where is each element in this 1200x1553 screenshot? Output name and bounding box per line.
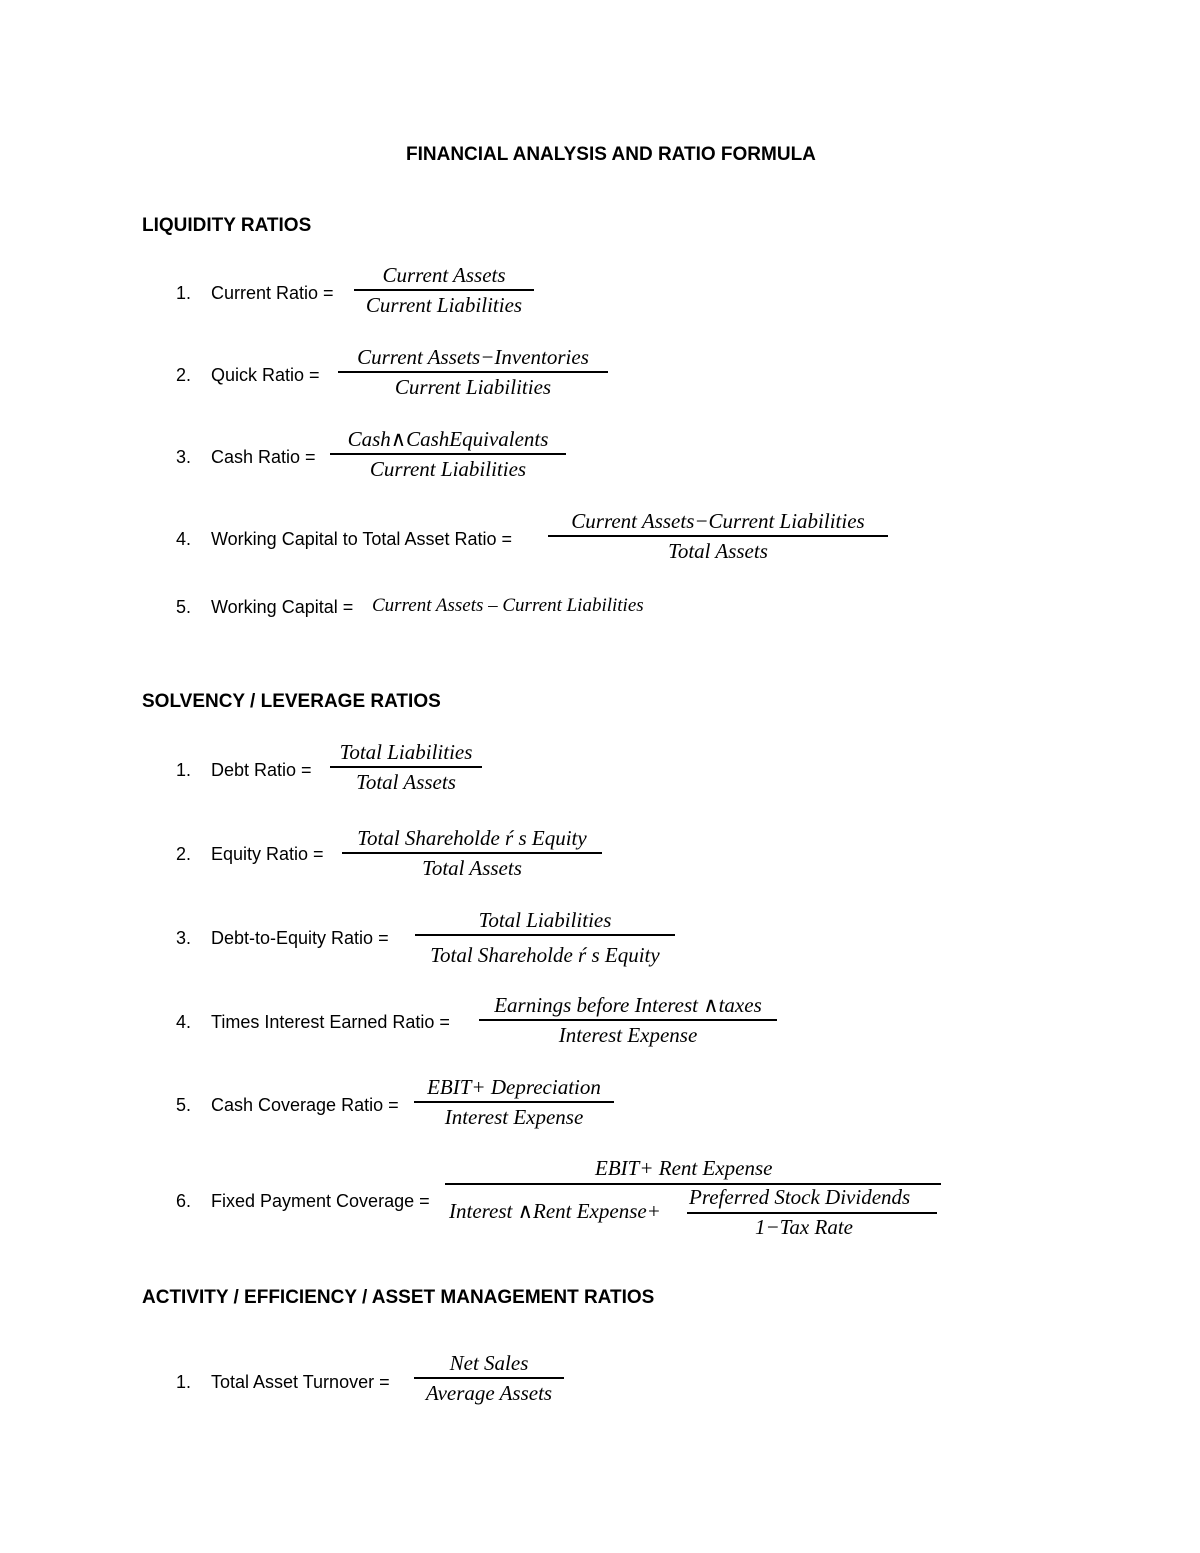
denominator: Total Assets [422, 856, 522, 880]
denominator-prefix: Interest ∧Rent Expense+ [449, 1199, 661, 1223]
numerator: Cash∧CashEquivalents [347, 427, 549, 451]
item-number: 4. [176, 529, 192, 549]
fraction-cash-ratio [330, 426, 566, 482]
item-number: 3. [176, 928, 192, 948]
section-heading-solvency: SOLVENCY / LEVERAGE RATIOS [142, 691, 441, 712]
ratio-label: Quick Ratio = [211, 365, 320, 385]
ratio-label: Times Interest Earned Ratio = [211, 1012, 450, 1032]
fraction-times-interest-earned [479, 992, 777, 1048]
inner-denominator: 1−Tax Rate [755, 1215, 853, 1239]
fraction-total-asset-turnover [414, 1350, 564, 1406]
item-number: 5. [176, 597, 192, 617]
fraction-debt-ratio [330, 739, 482, 795]
ratio-label: Equity Ratio = [211, 844, 324, 864]
inner-numerator: Preferred Stock Dividends [689, 1185, 911, 1209]
inner-fraction-bar [687, 1212, 937, 1214]
numerator: Total Shareholde ŕ s Equity [357, 826, 587, 850]
formula-working-capital: Current Assets – Current Liabilities [372, 595, 644, 616]
denominator: Total Assets [668, 539, 768, 563]
ratio-label: Debt Ratio = [211, 760, 312, 780]
ratio-label: Current Ratio = [211, 283, 334, 303]
denominator: Interest Expense [558, 1023, 698, 1047]
item-number: 5. [176, 1095, 192, 1115]
denominator: Current Liabilities [365, 293, 523, 317]
numerator: Current Assets−Inventories [357, 345, 589, 369]
numerator: Earnings before Interest ∧taxes [494, 993, 762, 1017]
ratio-label: Total Asset Turnover = [211, 1372, 390, 1392]
page-title: FINANCIAL ANALYSIS AND RATIO FORMULA [406, 144, 816, 165]
denominator: Total Shareholde ŕ s Equity [430, 943, 660, 967]
item-number: 1. [176, 760, 192, 780]
section-heading-activity: ACTIVITY / EFFICIENCY / ASSET MANAGEMENT RATIOS [142, 1287, 655, 1308]
fraction-cash-coverage-ratio [414, 1074, 614, 1130]
denominator: Current Liabilities [394, 375, 552, 399]
ratio-label: Fixed Payment Coverage = [211, 1191, 430, 1211]
denominator: Interest Expense [444, 1105, 584, 1129]
fraction-working-capital-to-total-asset [548, 508, 888, 564]
numerator: EBIT+ Rent Expense [595, 1156, 773, 1180]
numerator: Total Liabilities [339, 740, 473, 764]
ratio-label: Working Capital to Total Asset Ratio = [211, 529, 512, 549]
denominator: Total Assets [356, 770, 456, 794]
numerator: EBIT+ Depreciation [427, 1075, 601, 1099]
section-heading-liquidity: LIQUIDITY RATIOS [142, 215, 312, 236]
fraction-current-ratio [354, 262, 534, 318]
ratio-label: Working Capital = [211, 597, 354, 617]
denominator: Average Assets [425, 1381, 553, 1405]
numerator: Net Sales [449, 1351, 529, 1375]
ratio-label: Cash Ratio = [211, 447, 316, 467]
item-number: 1. [176, 1372, 192, 1392]
item-number: 3. [176, 447, 192, 467]
numerator: Current Assets [382, 263, 506, 287]
fraction-quick-ratio [338, 344, 608, 400]
ratio-label: Cash Coverage Ratio = [211, 1095, 399, 1115]
item-number: 2. [176, 844, 192, 864]
fraction-fixed-payment-coverage [445, 1156, 941, 1246]
fraction-debt-to-equity-ratio [415, 907, 675, 968]
numerator: Total Liabilities [478, 908, 612, 932]
item-number: 6. [176, 1191, 192, 1211]
fraction-equity-ratio [342, 825, 602, 881]
item-number: 1. [176, 283, 192, 303]
denominator: Current Liabilities [369, 457, 527, 481]
numerator: Current Assets−Current Liabilities [571, 509, 865, 533]
item-number: 4. [176, 1012, 192, 1032]
ratio-label: Debt-to-Equity Ratio = [211, 928, 389, 948]
item-number: 2. [176, 365, 192, 385]
